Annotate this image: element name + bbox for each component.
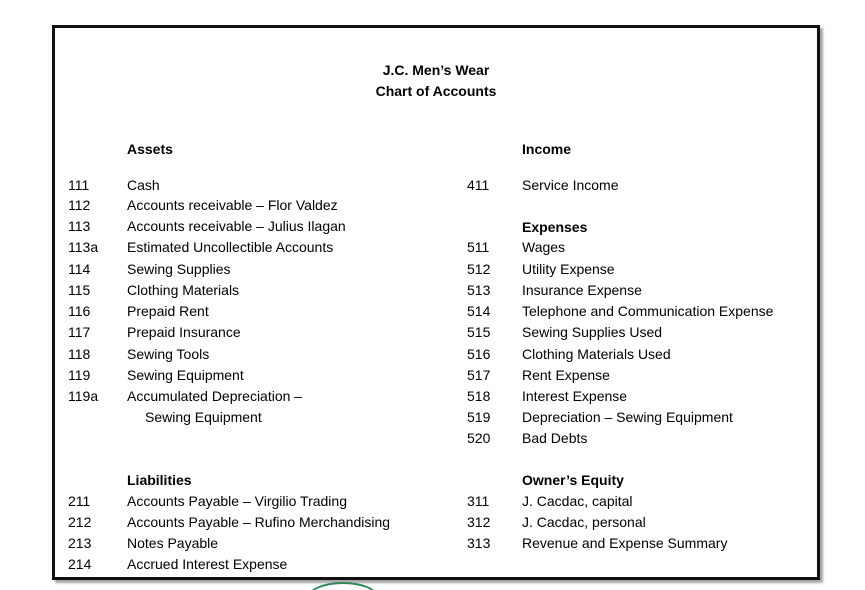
account-number: 514 (467, 303, 491, 319)
company-name: J.C. Men’s Wear (382, 62, 490, 78)
account-number: 511 (467, 239, 490, 255)
account-name: J. Cacdac, personal (522, 514, 646, 530)
account-number: 113 (68, 218, 91, 234)
account-number: 211 (68, 493, 91, 509)
account-name: Accounts receivable – Flor Valdez (127, 197, 338, 213)
account-name: Utility Expense (522, 261, 615, 277)
account-name: Wages (522, 239, 566, 255)
account-number: 518 (467, 388, 491, 404)
account-name: Service Income (522, 177, 619, 193)
account-name: Insurance Expense (522, 282, 642, 298)
account-name: Clothing Materials Used (522, 346, 671, 362)
account-number: 213 (68, 535, 92, 551)
account-name: Accounts Payable – Virgilio Trading (127, 493, 347, 509)
account-number: 311 (467, 493, 490, 509)
account-number: 119 (68, 367, 91, 383)
account-name: Telephone and Communication Expense (522, 303, 774, 319)
account-number: 312 (467, 514, 491, 530)
account-name: Accrued Interest Expense (127, 556, 288, 572)
chart-of-accounts-document (52, 25, 820, 580)
document-title: Chart of Accounts (375, 83, 497, 99)
account-number: 520 (467, 430, 491, 446)
assets-heading: Assets (127, 141, 173, 157)
account-name: Sewing Equipment (127, 367, 244, 383)
income-heading: Income (522, 141, 572, 157)
account-name: Sewing Supplies (127, 261, 231, 277)
account-number: 517 (467, 367, 491, 383)
account-name: Accumulated Depreciation – (127, 388, 303, 404)
account-number: 214 (68, 556, 92, 572)
account-number: 119a (68, 388, 99, 404)
account-number: 118 (68, 346, 91, 362)
account-name: Notes Payable (127, 535, 219, 551)
account-number: 411 (467, 177, 490, 193)
account-name-continuation: Sewing Equipment (145, 409, 262, 425)
account-name: Interest Expense (522, 388, 628, 404)
account-name: Cash (127, 177, 160, 193)
account-number: 112 (68, 197, 91, 213)
account-name: Estimated Uncollectible Accounts (127, 239, 334, 255)
account-name: Clothing Materials (127, 282, 240, 298)
account-number: 212 (68, 514, 92, 530)
account-number: 513 (467, 282, 491, 298)
account-name: Accounts Payable – Rufino Merchandising (127, 514, 391, 530)
account-name: Sewing Tools (127, 346, 210, 362)
account-name: Sewing Supplies Used (522, 324, 663, 340)
liabilities-heading: Liabilities (127, 472, 192, 488)
account-name: Prepaid Insurance (127, 324, 241, 340)
account-number: 516 (467, 346, 491, 362)
account-number: 313 (467, 535, 491, 551)
expenses-heading: Expenses (522, 219, 588, 235)
account-number: 515 (467, 324, 491, 340)
owners-equity-heading: Owner’s Equity (522, 472, 624, 488)
account-name: J. Cacdac, capital (522, 493, 633, 509)
account-number: 115 (68, 282, 91, 298)
account-name: Depreciation – Sewing Equipment (522, 409, 733, 425)
account-number: 111 (68, 177, 90, 193)
account-name: Revenue and Expense Summary (522, 535, 728, 551)
account-name: Bad Debts (522, 430, 588, 446)
account-number: 512 (467, 261, 491, 277)
account-name: Prepaid Rent (127, 303, 209, 319)
account-number: 519 (467, 409, 491, 425)
account-number: 117 (68, 324, 91, 340)
decorative-arc (308, 582, 378, 590)
account-name: Rent Expense (522, 367, 610, 383)
account-name: Accounts receivable – Julius Ilagan (127, 218, 346, 234)
account-number: 114 (68, 261, 91, 277)
account-number: 113a (68, 239, 99, 255)
account-number: 116 (68, 303, 91, 319)
